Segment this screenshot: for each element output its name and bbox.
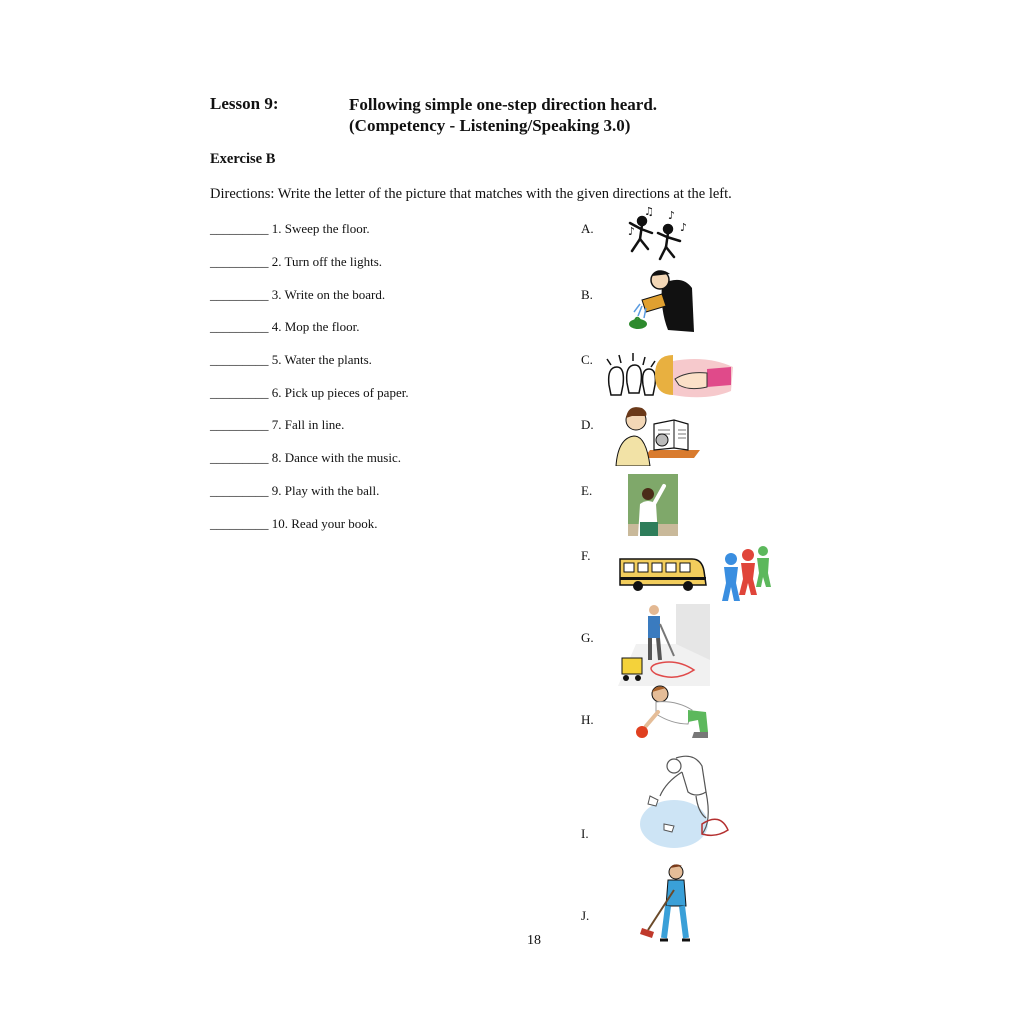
playing-ball-icon xyxy=(632,684,712,744)
direction-item: _________ 6. Pick up pieces of paper. xyxy=(210,385,409,400)
direction-item: _________ 4. Mop the floor. xyxy=(210,319,360,334)
choice-letter: J. xyxy=(581,908,590,923)
svg-text:♪: ♪ xyxy=(668,209,676,222)
lesson-label: Lesson 9: xyxy=(210,94,279,113)
choice-letter: B. xyxy=(581,287,593,302)
choice-letter: G. xyxy=(581,630,594,645)
light-switch-icon xyxy=(603,345,735,407)
svg-text:♪: ♪ xyxy=(628,225,636,238)
choice-letter: D. xyxy=(581,417,594,432)
choice-letter: F. xyxy=(581,548,591,563)
choice-letter: E. xyxy=(581,483,593,498)
svg-text:♪: ♪ xyxy=(680,221,688,234)
lesson-title-line-2: (Competency - Listening/Speaking 3.0) xyxy=(349,116,631,135)
reading-boy-icon xyxy=(614,402,704,466)
directions-text: Directions: Write the letter of the picture that matches with the given directions at the left. xyxy=(210,186,732,202)
school-bus-line-icon xyxy=(618,545,773,607)
dancing-people-icon xyxy=(624,207,690,263)
direction-item: _________ 2. Turn off the lights. xyxy=(210,254,383,269)
direction-item: _________ 8. Dance with the music. xyxy=(210,450,401,465)
choice-letter: A. xyxy=(581,221,594,236)
picking-up-paper-icon xyxy=(636,752,730,848)
direction-item: _________ 1. Sweep the floor. xyxy=(210,221,370,236)
direction-item: _________ 10. Read your book. xyxy=(210,516,378,531)
lesson-title-line-1: Following simple one-step direction heard. xyxy=(349,95,658,114)
direction-item: _________ 9. Play with the ball. xyxy=(210,483,380,498)
watering-plant-icon xyxy=(622,266,696,336)
direction-item: _________ 7. Fall in line. xyxy=(210,417,345,432)
exercise-heading: Exercise B xyxy=(210,151,276,167)
mopping-floor-icon xyxy=(616,604,710,686)
choice-letter: H. xyxy=(581,712,594,727)
svg-text:♫: ♫ xyxy=(644,207,654,218)
choice-letter: I. xyxy=(581,826,589,841)
direction-item: _________ 5. Water the plants. xyxy=(210,352,372,367)
direction-item: _________ 3. Write on the board. xyxy=(210,287,386,302)
sweeping-floor-icon xyxy=(640,862,696,944)
choice-letter: C. xyxy=(581,352,593,367)
lesson-title xyxy=(349,94,657,136)
page-number: 18 xyxy=(527,933,541,948)
writing-on-board-icon xyxy=(628,474,678,536)
